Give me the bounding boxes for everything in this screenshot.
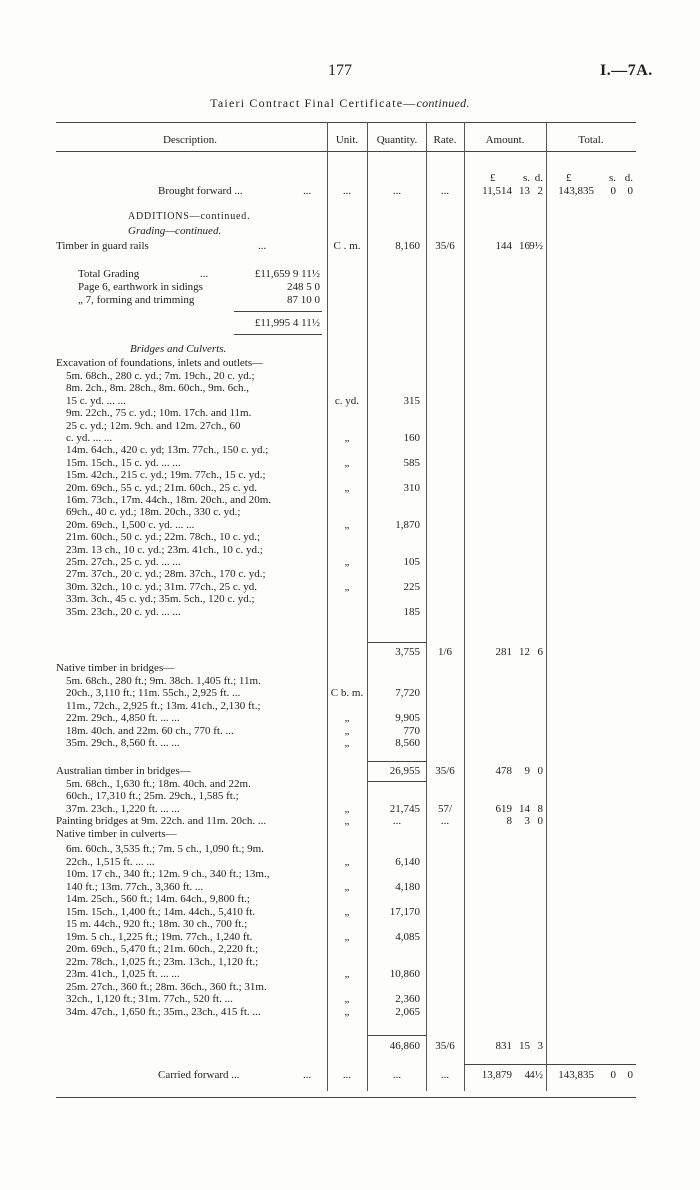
australian-bridges-amount-pence: 8 — [537, 803, 543, 815]
grading-summary-sum: £11,995 4 11½ — [254, 317, 320, 329]
painting-amount-shillings: 3 — [524, 815, 530, 827]
rate-dots: ... — [440, 185, 450, 197]
native-culverts-amount-pounds: 831 — [495, 1040, 512, 1052]
excavation-line: 33m. 3ch., 45 c. yd.; 35m. 5ch., 120 c. yd.; — [66, 593, 255, 606]
leader-dots: ... — [303, 1069, 312, 1081]
native-bridges-line: 5m. 68ch., 280 ft.; 9m. 38ch. 1,405 ft.; 11m. — [66, 675, 261, 687]
quantity-cell: 8,560 — [395, 737, 420, 749]
excavation-heading: Excavation of foundations, inlets and outlets— — [56, 357, 264, 369]
native-culverts-line: 10m. 17 ch., 340 ft.; 12m. 9 ch., 340 ft.; 13m., — [66, 868, 270, 880]
excavation-amount-pence: 6 — [537, 646, 543, 658]
unit-cell: C b. m. — [330, 687, 364, 700]
native-culverts-line: 32ch., 1,120 ft.; 31m. 77ch., 520 ft. ... — [66, 993, 233, 1005]
brought-forward-total-pounds: 143,835 — [558, 185, 594, 197]
excavation-line: 69ch., 40 c. yd.; 18m. 20ch., 330 c. yd.; — [66, 506, 241, 519]
quantity-cell: 7,720 — [395, 687, 420, 700]
native-culverts-line: 14m. 25ch., 560 ft.; 14m. 64ch., 9,800 ft.; — [66, 893, 250, 905]
column-divider-3 — [426, 122, 427, 1091]
excavation-amount-pounds: 281 — [495, 646, 512, 658]
excavation-line: 15m. 15ch., 15 c. yd. ... ... — [66, 456, 181, 469]
unit-cell: „ — [344, 737, 350, 749]
quantity-cell: 185 — [403, 605, 420, 618]
unit-cell: „ — [344, 580, 350, 593]
brought-forward-amount-pence: 2 — [537, 185, 543, 197]
unit-cell: „ — [344, 968, 350, 980]
native-bridges-line: 18m. 40ch. and 22m. 60 ch., 770 ft. ... — [66, 724, 234, 737]
unit-cell: „ — [344, 556, 350, 568]
unit-cell: c. yd. — [334, 394, 360, 407]
unit-cell: „ — [344, 432, 350, 444]
quantity-cell: 10,860 — [389, 968, 420, 980]
column-divider-1 — [327, 122, 328, 1091]
painting-amount-pence: 0 — [537, 815, 543, 827]
quantity-cell: 9,905 — [395, 712, 420, 725]
unit-dots: ... — [342, 1069, 352, 1081]
quantity-cell: 160 — [403, 432, 420, 444]
native-culverts-total-quantity: 46,860 — [389, 1040, 420, 1052]
excavation-line: 21m. 60ch., 50 c. yd.; 22m. 78ch., 10 c. yd.; — [66, 531, 261, 544]
leader-dots: ... — [303, 185, 312, 197]
grading-sum-rule — [234, 311, 322, 312]
total-shilling-sign: s. — [608, 172, 616, 184]
australian-bridges-rate: 57/ — [437, 803, 453, 815]
quantity-cell: 2,065 — [395, 1005, 420, 1018]
quantity-cell: 225 — [403, 580, 420, 593]
guard-rails-amount-pence: 9½ — [529, 240, 543, 252]
column-divider-5 — [546, 122, 547, 1091]
excavation-line: 25m. 27ch., 25 c. yd. ... ... — [66, 556, 181, 568]
unit-cell: „ — [344, 724, 350, 737]
unit-dots: ... — [342, 185, 352, 197]
unit-cell: „ — [344, 855, 350, 868]
grading-heading: Grading—continued. — [128, 225, 222, 237]
excavation-line: 15 c. yd. ... ... — [66, 394, 126, 407]
col-amount: Amount. — [485, 134, 525, 146]
excavation-line: 35m. 23ch., 20 c. yd. ... ... — [66, 605, 181, 618]
native-bridges-line: 20ch., 3,110 ft.; 11m. 55ch., 2,925 ft. ... — [66, 687, 241, 700]
column-divider-2 — [367, 122, 368, 1091]
painting-description: Painting bridges at 9m. 22ch. and 11m. 20ch. ... — [56, 815, 267, 827]
guard-rails-amount-pounds: 144 — [495, 240, 512, 252]
native-culverts-line: 15m. 15ch., 1,400 ft.; 14m. 44ch., 5,410 ft. — [66, 905, 256, 918]
quantity-sum-rule — [368, 642, 426, 643]
carried-forward-rule — [464, 1064, 636, 1065]
col-description: Description. — [162, 134, 218, 146]
quantity-sum-rule — [368, 1035, 426, 1036]
quantity-sum-rule — [368, 781, 426, 782]
rate-dots: ... — [440, 1069, 450, 1081]
brought-forward-total-shillings: 0 — [610, 185, 616, 197]
native-culverts-heading: Native timber in culverts— — [56, 828, 177, 840]
quantity-cell: 310 — [403, 481, 420, 494]
native-culverts-line: 140 ft.; 13m. 77ch., 3,360 ft. ... — [66, 880, 204, 893]
brought-forward-amount-shillings: 13 — [519, 185, 530, 197]
native-bridges-heading: Native timber in bridges— — [56, 662, 175, 674]
quantity-cell: 21,745 — [389, 802, 420, 815]
amount-shilling-sign: s. — [522, 172, 530, 184]
excavation-line: 23m. 13 ch., 10 c. yd.; 23m. 41ch., 10 c. yd.; — [66, 543, 263, 556]
native-bridges-rate: 35/6 — [435, 765, 455, 777]
grading-sum-rule-bottom — [234, 334, 322, 335]
quantity-cell: 585 — [403, 456, 420, 469]
unit-cell: „ — [344, 930, 350, 943]
excavation-line: 27m. 37ch., 20 c. yd.; 28m. 37ch., 170 c. yd.; — [66, 568, 266, 581]
title-main: Taieri Contract Final Certificate— — [210, 96, 417, 110]
header-bottom-rule — [56, 151, 636, 152]
grading-summary-label: „ 7, forming and trimming — [78, 294, 195, 306]
quantity-cell: 105 — [403, 556, 420, 568]
australian-bridges-line: 5m. 68ch., 1,630 ft.; 18m. 40ch. and 22m. — [66, 778, 251, 790]
unit-cell: „ — [344, 880, 350, 893]
excavation-total-quantity: 3,755 — [395, 646, 420, 658]
australian-bridges-amount-pounds: 619 — [495, 803, 512, 815]
table-bottom-rule — [56, 1097, 636, 1098]
quantity-cell: 4,085 — [395, 930, 420, 943]
painting-unit: „ — [344, 815, 350, 827]
excavation-line: 5m. 68ch., 280 c. yd.; 7m. 19ch., 20 c. yd.; — [66, 370, 255, 382]
guard-rails-description: Timber in guard rails — [56, 240, 149, 252]
unit-cell: „ — [344, 993, 350, 1005]
excavation-line: 25 c. yd.; 12m. 9ch. and 12m. 27ch., 60 — [66, 419, 241, 432]
native-bridges-amount-pence: 0 — [537, 765, 543, 777]
additions-heading: ADDITIONS—continued. — [128, 211, 251, 222]
unit-cell: „ — [344, 712, 350, 725]
unit-cell: „ — [344, 518, 350, 531]
quantity-dots: ... — [392, 185, 402, 197]
excavation-line: 15m. 42ch., 215 c. yd.; 19m. 77ch., 15 c. yd.; — [66, 469, 266, 482]
quantity-cell: 1,870 — [395, 518, 420, 531]
excavation-line: 16m. 73ch., 17m. 44ch., 18m. 20ch., and 20m. — [66, 494, 272, 506]
unit-cell: „ — [344, 456, 350, 469]
col-total: Total. — [578, 134, 604, 146]
quantity-cell: 2,360 — [395, 993, 420, 1005]
carried-forward-amount-pence: 4½ — [529, 1069, 543, 1081]
quantity-sum-rule — [368, 761, 426, 762]
native-culverts-line: 15 m. 44ch., 920 ft.; 18m. 30 ch., 700 ft.; — [66, 918, 248, 930]
total-pence-sign: d. — [624, 172, 633, 184]
unit-cell: „ — [344, 481, 350, 494]
native-culverts-line: 25m. 27ch., 360 ft.; 28m. 36ch., 360 ft.; 31m. — [66, 980, 267, 993]
guard-rails-rate: 35/6 — [435, 240, 455, 252]
amount-pound-sign: £ — [490, 172, 496, 184]
grading-summary-value: 248 5 0 — [287, 281, 320, 293]
col-unit: Unit. — [335, 134, 359, 146]
native-culverts-line: 19m. 5 ch., 1,225 ft.; 19m. 77ch., 1,240 ft. — [66, 930, 253, 943]
unit-cell: „ — [344, 1005, 350, 1018]
table-top-rule — [56, 122, 636, 123]
quantity-cell: 4,180 — [395, 880, 420, 893]
native-bridges-line: 11m., 72ch., 2,925 ft.; 13m. 41ch., 2,130 ft.; — [66, 699, 261, 712]
excavation-line: 20m. 69ch., 1,500 c. yd. ... ... — [66, 518, 195, 531]
quantity-cell: 17,170 — [389, 905, 420, 918]
excavation-line: 14m. 64ch., 420 c. yd; 13m. 77ch., 150 c. yd.; — [66, 444, 269, 457]
page-number: 177 — [328, 62, 352, 79]
excavation-line: 20m. 69ch., 55 c. yd.; 21m. 60ch., 25 c. yd. — [66, 481, 257, 494]
title-suffix: continued. — [416, 96, 470, 110]
excavation-line: c. yd. ... ... — [66, 432, 113, 444]
page-title — [0, 96, 680, 111]
native-culverts-line: 22ch., 1,515 ft. ... ... — [66, 855, 155, 868]
native-culverts-amount-shillings: 15 — [519, 1040, 530, 1052]
native-culverts-amount-pence: 3 — [537, 1040, 543, 1052]
native-bridges-line: 35m. 29ch., 8,560 ft. ... ... — [66, 737, 180, 749]
excavation-rate: 1/6 — [437, 646, 453, 658]
grading-summary-value: 87 10 0 — [287, 294, 320, 306]
col-rate: Rate. — [433, 134, 457, 146]
excavation-line: 8m. 2ch., 8m. 28ch., 8m. 60ch., 9m. 6ch., — [66, 382, 250, 395]
carried-forward-label: Carried forward ... — [158, 1069, 240, 1081]
carried-forward-total-pounds: 143,835 — [558, 1069, 594, 1081]
native-culverts-line: 34m. 47ch., 1,650 ft.; 35m., 23ch., 415 ft. ... — [66, 1005, 261, 1018]
guard-rails-unit: C . m. — [333, 240, 361, 252]
carried-forward-amount-pounds: 13,879 — [481, 1069, 512, 1081]
unit-cell: „ — [344, 905, 350, 918]
native-bridges-total-quantity: 26,955 — [389, 765, 420, 777]
leader-dots: ... — [258, 240, 267, 252]
excavation-line: 9m. 22ch., 75 c. yd.; 10m. 17ch. and 11m. — [66, 407, 252, 420]
document-reference: I.—7A. — [600, 62, 653, 79]
bridges-heading: Bridges and Culverts. — [130, 343, 227, 355]
amount-pence-sign: d. — [534, 172, 543, 184]
native-culverts-line: 22m. 78ch., 1,025 ft.; 23m. 13ch., 1,120 ft.; — [66, 955, 259, 968]
excavation-line: 30m. 32ch., 10 c. yd.; 31m. 77ch., 25 c. yd. — [66, 580, 257, 593]
total-pound-sign: £ — [566, 172, 572, 184]
unit-cell: „ — [344, 802, 350, 815]
quantity-cell: 315 — [403, 394, 420, 407]
native-culverts-rate: 35/6 — [435, 1040, 455, 1052]
native-bridges-amount-pounds: 478 — [495, 765, 512, 777]
quantity-cell: 6,140 — [395, 855, 420, 868]
carried-forward-amount-shillings: 4 — [524, 1069, 530, 1081]
australian-bridges-line: 37m. 23ch., 1,220 ft. ... ... — [66, 802, 180, 815]
guard-rails-quantity: 8,160 — [395, 240, 420, 252]
guard-rails-amount-shillings: 16 — [519, 240, 530, 252]
australian-bridges-line: 60ch., 17,310 ft.; 25m. 29ch., 1,585 ft.; — [66, 790, 239, 803]
grading-summary-value: £11,659 9 11½ — [254, 268, 320, 280]
grading-summary-label: Page 6, earthwork in sidings — [78, 281, 203, 293]
carried-forward-total-pence: 0 — [627, 1069, 633, 1081]
carried-forward-total-shillings: 0 — [610, 1069, 616, 1081]
native-bridges-line: 22m. 29ch., 4,850 ft. ... ... — [66, 712, 180, 725]
painting-quantity: ... — [392, 815, 402, 827]
quantity-dots: ... — [392, 1069, 402, 1081]
native-culverts-line: 20m. 69ch., 5,470 ft.; 21m. 60ch., 2,220 ft.; — [66, 943, 259, 955]
native-culverts-line: 23m. 41ch., 1,025 ft. ... ... — [66, 968, 180, 980]
quantity-cell: 770 — [403, 724, 420, 737]
painting-amount-pounds: 8 — [506, 815, 512, 827]
excavation-amount-shillings: 12 — [519, 646, 530, 658]
column-divider-4 — [464, 122, 465, 1091]
brought-forward-amount-pounds: 11,514 — [482, 185, 512, 197]
australian-bridges-amount-shillings: 14 — [519, 803, 530, 815]
painting-rate: ... — [440, 815, 450, 827]
leader-dots: ... — [200, 268, 209, 280]
brought-forward-label: Brought forward ... — [158, 185, 243, 197]
col-quantity: Quantity. — [376, 134, 418, 146]
grading-summary-label: Total Grading — [78, 268, 140, 280]
brought-forward-total-pence: 0 — [627, 185, 633, 197]
native-culverts-line: 6m. 60ch., 3,535 ft.; 7m. 5 ch., 1,090 ft.; 9m. — [66, 843, 264, 855]
australian-bridges-heading: Australian timber in bridges— — [56, 765, 191, 777]
native-bridges-amount-shillings: 9 — [524, 765, 530, 777]
